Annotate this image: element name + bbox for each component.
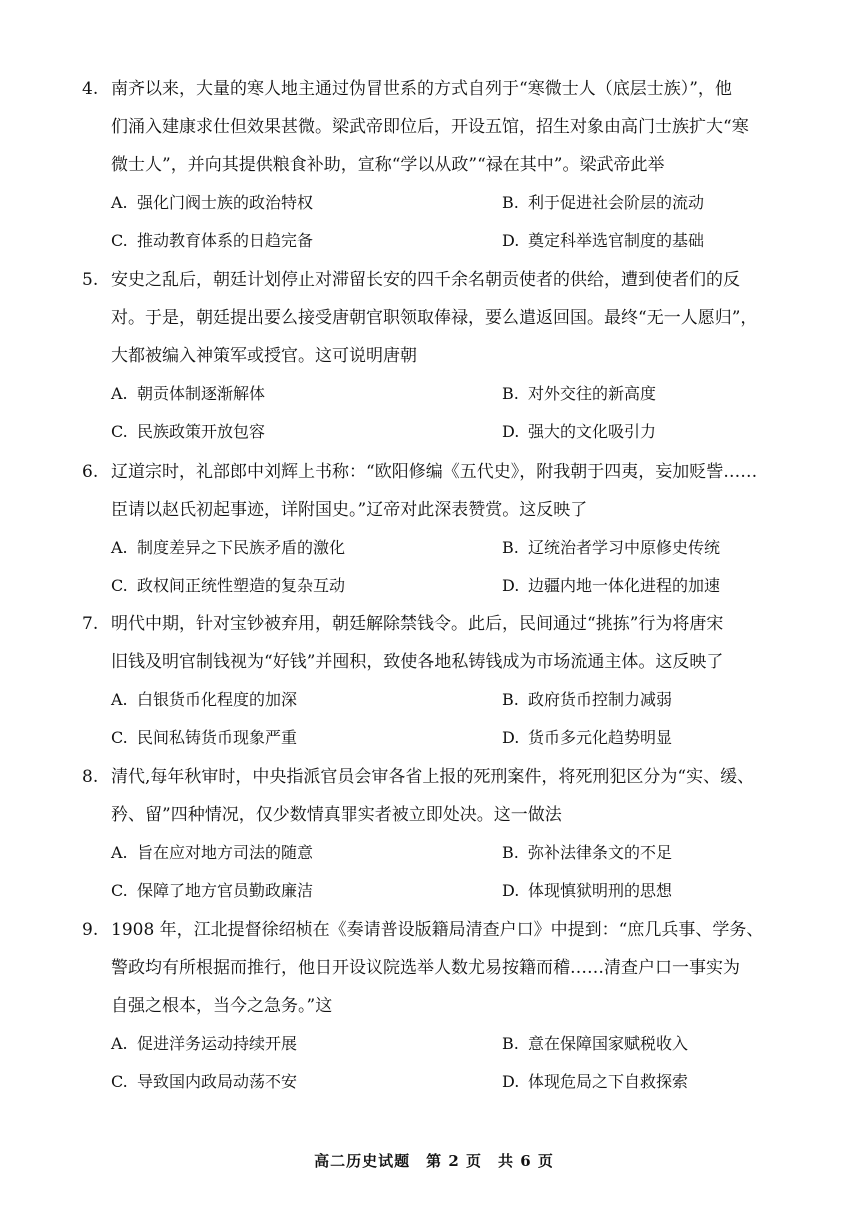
option-text: 弥补法律条文的不足 [528, 843, 673, 862]
question-9 [82, 911, 782, 1101]
question-stem-line: 微士人”，并向其提供粮食补助，宣称“学以从政”“禄在其中”。梁武帝此举 [111, 155, 665, 175]
option-c[interactable]: C. 政权间正统性塑造的复杂互动 [111, 576, 346, 595]
question-stem-line: 警政均有所根据而推行，他日开设议院选举人数尤易按籍而稽……清查户口一事实为 [111, 958, 740, 978]
option-text: 政权间正统性塑造的复杂互动 [137, 576, 346, 595]
question-stem-line: 清代,每年秋审时，中央指派官员会审各省上报的死刑案件，将死刑犯区分为“实、缓、 [111, 767, 755, 787]
option-b[interactable]: B. 对外交往的新高度 [502, 384, 657, 403]
question-stem-line: 明代中期，针对宝钞被弃用，朝廷解除禁钱令。此后，民间通过“挑拣”行为将唐宋 [111, 614, 724, 634]
question-stem-line: 辽道宗时，礼部郎中刘辉上书称：“欧阳修编《五代史》，附我朝于四夷，妄加贬訾…… [111, 462, 758, 482]
question-stem-line: 南齐以来，大量的寒人地主通过伪冒世系的方式自列于“寒微士人（底层士族）”，他 [111, 79, 732, 99]
question-number: 6. [82, 462, 99, 482]
question-stem-line: 对。于是，朝廷提出要么接受唐朝官职领取俸禄，要么遣返回国。最终“无一人愿归”， [111, 308, 758, 328]
options [82, 681, 782, 757]
question-6 [82, 453, 782, 605]
question-stem-line: 自强之根本，当今之急务。”这 [111, 996, 333, 1016]
option-text: 货币多元化趋势明显 [528, 728, 673, 747]
option-d[interactable]: D. 边疆内地一体化进程的加速 [502, 576, 721, 595]
question-number: 4. [82, 79, 99, 99]
option-d[interactable]: D. 货币多元化趋势明显 [502, 728, 673, 747]
option-text: 体现危局之下自救探索 [528, 1072, 689, 1091]
question-stem-line: 矜、留”四种情况，仅少数情真罪实者被立即处决。这一做法 [111, 805, 562, 825]
option-c[interactable]: C. 推动教育体系的日趋完备 [111, 231, 314, 250]
question-number: 5. [82, 270, 99, 290]
option-d[interactable]: D. 奠定科举选官制度的基础 [502, 231, 705, 250]
option-text: 促进洋务运动持续开展 [137, 1034, 298, 1053]
option-text: 强大的文化吸引力 [528, 422, 657, 441]
question-5 [82, 261, 782, 451]
option-d[interactable]: D. 体现慎狱明刑的思想 [502, 881, 673, 900]
option-text: 体现慎狱明刑的思想 [528, 881, 673, 900]
option-text: 辽统治者学习中原修史传统 [528, 538, 721, 557]
option-text: 推动教育体系的日趋完备 [137, 231, 314, 250]
option-text: 旨在应对地方司法的随意 [137, 843, 314, 862]
options [82, 834, 782, 910]
option-d[interactable]: D. 强大的文化吸引力 [502, 422, 657, 441]
option-text: 朝贡体制逐渐解体 [137, 384, 266, 403]
option-a[interactable]: A. 旨在应对地方司法的随意 [111, 843, 314, 862]
option-a[interactable]: A. 制度差异之下民族矛盾的激化 [111, 538, 346, 557]
option-a[interactable]: A. 朝贡体制逐渐解体 [111, 384, 266, 403]
options [82, 529, 782, 605]
option-c[interactable]: C. 民间私铸货币现象严重 [111, 728, 298, 747]
options [82, 1025, 782, 1101]
option-text: 保障了地方官员勤政廉洁 [137, 881, 314, 900]
option-text: 民族政策开放包容 [137, 422, 266, 441]
option-text: 强化门阀士族的政治特权 [137, 193, 314, 212]
page-footer: 高二历史试题 第 2 页 共 6 页 [314, 1152, 554, 1170]
question-4 [82, 70, 782, 260]
option-text: 对外交往的新高度 [528, 384, 657, 403]
question-8 [82, 758, 782, 910]
option-b[interactable]: B. 辽统治者学习中原修史传统 [502, 538, 721, 557]
question-stem-line: 们涌入建康求仕但效果甚微。梁武帝即位后，开设五馆，招生对象由高门士族扩大“寒 [111, 117, 749, 137]
option-text: 利于促进社会阶层的流动 [528, 193, 705, 212]
question-stem-line: 1908 年，江北提督徐绍桢在《奏请普设版籍局清查户口》中提到：“庶几兵事、学务、 [111, 920, 764, 940]
option-c[interactable]: C. 导致国内政局动荡不安 [111, 1072, 298, 1091]
option-text: 导致国内政局动荡不安 [137, 1072, 298, 1091]
option-text: 奠定科举选官制度的基础 [528, 231, 705, 250]
option-c[interactable]: C. 民族政策开放包容 [111, 422, 266, 441]
options [82, 184, 782, 260]
option-b[interactable]: B. 意在保障国家赋税收入 [502, 1034, 689, 1053]
option-a[interactable]: A. 白银货币化程度的加深 [111, 690, 298, 709]
question-number: 7. [82, 614, 99, 634]
option-text: 民间私铸货币现象严重 [137, 728, 298, 747]
option-b[interactable]: B. 利于促进社会阶层的流动 [502, 193, 705, 212]
option-b[interactable]: B. 政府货币控制力减弱 [502, 690, 673, 709]
option-text: 政府货币控制力减弱 [528, 690, 673, 709]
option-text: 边疆内地一体化进程的加速 [528, 576, 721, 595]
option-text: 意在保障国家赋税收入 [528, 1034, 689, 1053]
option-c[interactable]: C. 保障了地方官员勤政廉洁 [111, 881, 314, 900]
question-stem-line: 安史之乱后，朝廷计划停止对滞留长安的四千余名朝贡使者的供给，遭到使者们的反 [111, 270, 740, 290]
option-text: 白银货币化程度的加深 [137, 690, 298, 709]
question-stem-line: 旧钱及明官制钱视为“好钱”并囤积，致使各地私铸钱成为市场流通主体。这反映了 [111, 652, 724, 672]
option-b[interactable]: B. 弥补法律条文的不足 [502, 843, 673, 862]
option-d[interactable]: D. 体现危局之下自救探索 [502, 1072, 689, 1091]
question-7 [82, 605, 782, 757]
question-number: 9. [82, 920, 99, 940]
question-number: 8. [82, 767, 99, 787]
option-a[interactable]: A. 强化门阀士族的政治特权 [111, 193, 314, 212]
question-stem-line: 臣请以赵氏初起事迹，详附国史。”辽帝对此深表赞赏。这反映了 [111, 500, 588, 520]
option-text: 制度差异之下民族矛盾的激化 [137, 538, 346, 557]
options [82, 375, 782, 451]
question-stem-line: 大都被编入神策军或授官。这可说明唐朝 [111, 346, 417, 366]
option-a[interactable]: A. 促进洋务运动持续开展 [111, 1034, 298, 1053]
